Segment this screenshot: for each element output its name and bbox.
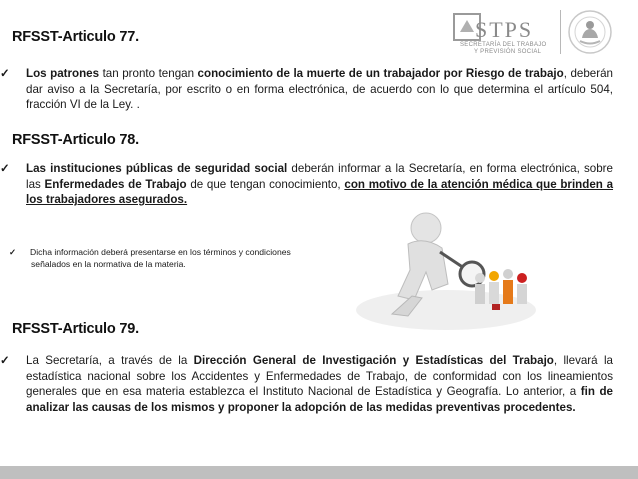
checkmark-icon: ✓: [0, 67, 10, 80]
text: , deberán dar aviso a la Secretaría, por escrito o en forma electrónica, de acuerdo con lo que determina el artículo 504, fracción VI de la Ley. .: [26, 67, 613, 112]
text-bold: Enfermedades de Trabajo: [44, 177, 187, 191]
article-79-paragraph: [0, 353, 613, 415]
checkmark-icon: ✓: [9, 247, 17, 257]
article-77-heading: RFSST-Articulo 77.: [12, 29, 139, 45]
coat-of-arms-icon: [566, 8, 614, 56]
text: tan pronto tengan: [99, 67, 198, 80]
logo-acronym: STPS: [475, 17, 534, 42]
text-bold: fin de analizar las causas de los mismos y proponer la adopción de las medidas preventivas procedentes.: [26, 385, 613, 414]
logo-subtitle-1: SECRETARÍA DEL TRABAJO: [460, 42, 547, 48]
text-bold: conocimiento de la muerte de un trabajador por Riesgo de trabajo: [197, 67, 564, 80]
article-79-heading: RFSST-Articulo 79.: [12, 321, 139, 337]
logo-subtitle-2: Y PREVISIÓN SOCIAL: [474, 49, 542, 55]
note-text: Dicha información deberá presentarse en los términos y condiciones señalados en la normativa de la materia.: [30, 247, 291, 269]
logo-divider: [560, 10, 561, 54]
article-77-paragraph: [0, 66, 613, 113]
article-78-note: [9, 246, 292, 270]
text-bold-underlined: con motivo de la atención médica que brinden a los trabajadores asegurados.: [26, 177, 614, 207]
text: La Secretaría, a través de la: [26, 354, 194, 367]
checkmark-icon: ✓: [0, 354, 10, 367]
magnifier-inspector-figure: [352, 192, 540, 332]
text: de que tengan conocimiento,: [186, 177, 345, 191]
checkmark-icon: ✓: [0, 162, 10, 175]
text: deberán informar a la Secretaría, en forma electrónica, sobre las: [26, 162, 613, 191]
text-bold: Dirección General de Investigación y Estadísticas del Trabajo: [193, 354, 554, 367]
text-bold: Las instituciones públicas de seguridad social: [26, 162, 288, 175]
text-bold: Los patrones: [26, 67, 100, 80]
article-78-heading: RFSST-Articulo 78.: [12, 132, 139, 148]
text: , llevará la estadística nacional sobre los Accidentes y Enfermedades de Trabajo, de conformidad con los lineamientos generales que en esa materia establezca el Instituto Nacional de Estadística y Geografía. Lo anterior, a: [26, 354, 613, 399]
footer-bar: [0, 466, 638, 479]
